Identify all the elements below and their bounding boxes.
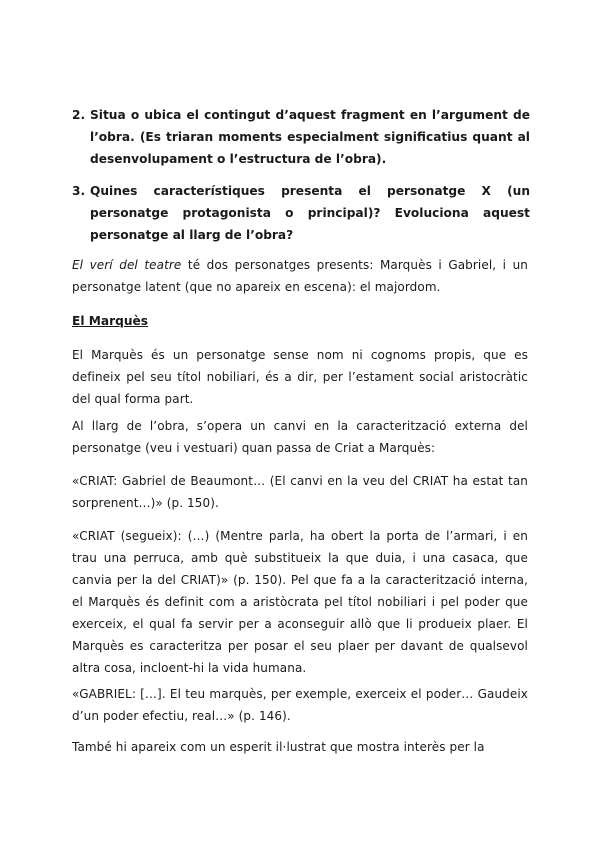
quote-paragraph: «CRIAT: Gabriel de Beaumont… (El canvi en la veu del CRIAT ha estat tan sorprenent…)» (p. 150). <box>72 474 528 510</box>
work-title: El verí del teatre <box>72 258 182 272</box>
question-2 <box>72 104 530 170</box>
intro-paragraph <box>72 254 528 298</box>
section-heading: El Marquès <box>72 314 149 328</box>
question-number: 2. <box>72 108 86 122</box>
question-text: Quines característiques presenta el personatge X (un personatge protagonista o principal)? Evoluciona aquest personatge al llarg de l’obra? <box>90 184 530 242</box>
intro-text: té dos personatges presents: Marquès i Gabriel, i un personatge latent (que no apareix en escena): el majordom. <box>72 258 528 294</box>
paragraph: El Marquès és un personatge sense nom ni cognoms propis, que es defineix pel seu títol nobiliari, és a dir, per l’estament social aristocràtic del qual forma part. <box>72 348 528 406</box>
paragraph: També hi apareix com un esperit il·lustrat que mostra interès per la <box>72 740 485 754</box>
paragraph: Al llarg de l’obra, s’opera un canvi en la caracterització externa del personatge (veu i vestuari) quan passa de Criat a Marquès: <box>72 419 528 455</box>
quote-paragraph: «CRIAT (segueix): (…) (Mentre parla, ha obert la porta de l’armari, i en trau una perruca, amb què substitueix la que duia, i una casaca, que canvia per la del CRIAT)» (p. 150). Pel que fa a la caracterització interna, el Marquès és definit com a aristòcrata pel títol nobiliari i pel poder que exerceix, el qual fa servir per a aconseguir allò que li produeix plaer. El Marquès es caracteritza per posar el seu plaer per davant de qualsevol altra cosa, incloent-hi la vida humana. <box>72 529 528 675</box>
question-3 <box>72 180 530 246</box>
question-number: 3. <box>72 184 86 198</box>
quote-paragraph: «GABRIEL: […]. El teu marquès, per exemple, exerceix el poder… Gaudeix d’un poder efectiu, real…» (p. 146). <box>72 687 528 723</box>
question-text: Situa o ubica el contingut d’aquest fragment en l’argument de l’obra. (Es triaran moments especialment significatius quant al desenvolupament o l’estructura de l’obra). <box>90 108 530 166</box>
